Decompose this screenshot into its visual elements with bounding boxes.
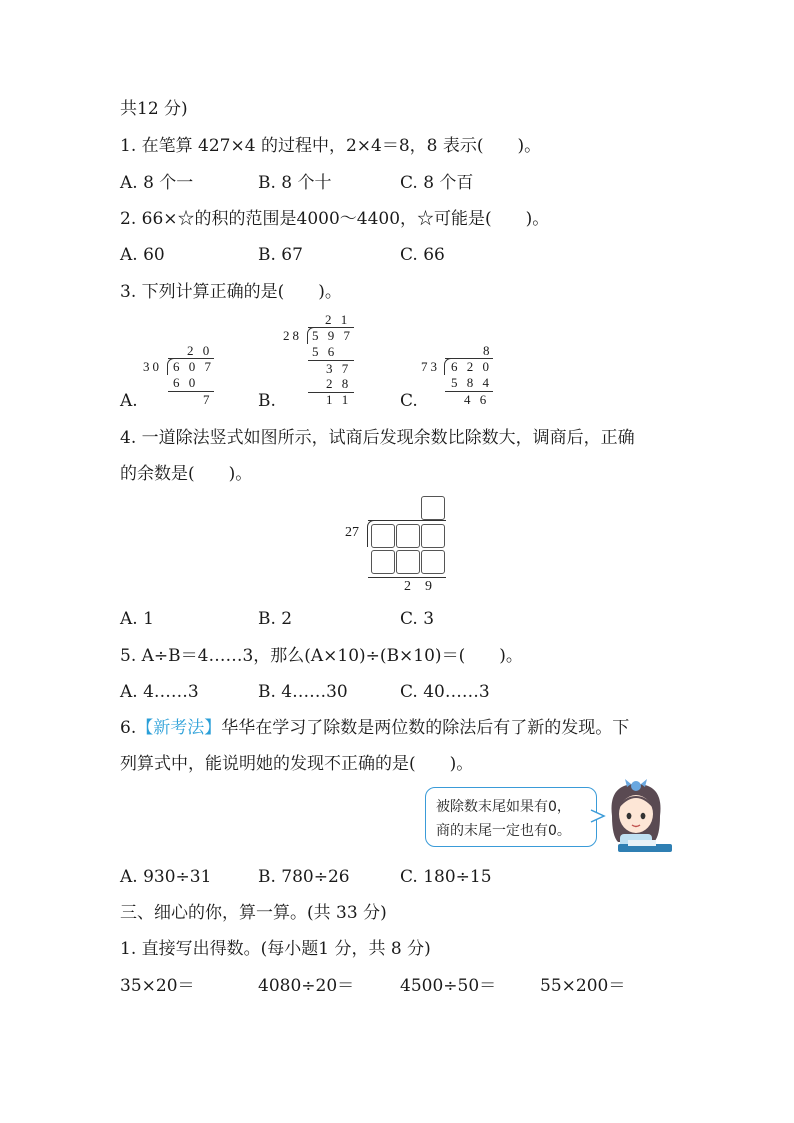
question-6-text-line1	[120, 717, 629, 739]
q3c-remainder: 4 6	[464, 392, 490, 407]
q6-option-c[interactable]: C. 180÷15	[400, 867, 492, 887]
q3c-product: 5 8 4	[451, 375, 492, 390]
q4-dividend-box-3[interactable]	[421, 524, 445, 548]
q6-new-method-tag: 【新考法】	[136, 718, 222, 738]
girl-student-icon	[598, 778, 676, 856]
calc-item-4: 55×200＝	[540, 976, 626, 996]
q4-dividend-box-2[interactable]	[396, 524, 420, 548]
section-3-title: 三、细心的你，算一算。(共 33 分)	[120, 903, 387, 923]
q1-option-a[interactable]: A. 8 个一	[120, 173, 194, 193]
q6-number: 6.	[120, 718, 137, 738]
q3a-quotient: 2 0	[187, 343, 213, 358]
q4-option-c[interactable]: C. 3	[400, 609, 435, 629]
q6-text-1: 华华在学习了除数是两位数的除法后有了新的发现。下	[221, 718, 630, 738]
q2-option-b[interactable]: B. 67	[258, 245, 303, 265]
q3b-step3: 2 8	[326, 376, 352, 391]
section-3-sub1: 1. 直接写出得数。(每小题1 分，共 8 分)	[120, 939, 431, 959]
q4-quotient-box[interactable]	[421, 496, 445, 520]
q3-option-b[interactable]: B.	[258, 391, 276, 411]
q3b-remainder: 1 1	[326, 392, 352, 407]
question-2-text: 2. 66×☆的积的范围是4000～4400，☆可能是( )。	[120, 209, 550, 229]
q5-option-c[interactable]: C. 40……3	[400, 682, 490, 702]
question-3-text: 3. 下列计算正确的是( )。	[120, 282, 342, 302]
question-1-text: 1. 在笔算 427×4 的过程中，2×4＝8，8 表示( )。	[120, 136, 542, 156]
q4-option-b[interactable]: B. 2	[258, 609, 293, 629]
q4-product-box-3[interactable]	[421, 550, 445, 574]
q3-option-a[interactable]: A.	[120, 391, 138, 411]
q1-option-c[interactable]: C. 8 个百	[400, 173, 474, 193]
q3b-quotient: 2 1	[325, 312, 351, 327]
q3b-divisor: 28	[283, 328, 302, 343]
bubble-text-line2: 商的末尾一定也有0。	[436, 823, 571, 839]
q3b-step1: 5 6	[312, 344, 338, 359]
q5-option-b[interactable]: B. 4……30	[258, 682, 348, 702]
q4-option-a[interactable]: A. 1	[120, 609, 154, 629]
bubble-text-line1: 被除数末尾如果有0，	[436, 799, 571, 815]
q6-option-b[interactable]: B. 780÷26	[258, 867, 350, 887]
q4-bottom-line	[368, 577, 446, 578]
question-4-text-line2: 的余数是( )。	[120, 464, 253, 484]
q1-option-b[interactable]: B. 8 个十	[258, 173, 332, 193]
q3a-product: 6 0	[173, 375, 199, 390]
calc-item-1: 35×20＝	[120, 976, 195, 996]
q3-option-c[interactable]: C.	[400, 391, 418, 411]
q3a-remainder: 7	[203, 392, 213, 407]
q4-remainder: 2 9	[404, 579, 432, 594]
q4-divisor: 27	[345, 525, 359, 540]
question-4-text-line1: 4. 一道除法竖式如图所示，试商后发现余数比除数大，调商后，正确	[120, 428, 635, 448]
calc-item-2: 4080÷20＝	[258, 976, 355, 996]
q3c-divisor: 73	[421, 359, 440, 374]
q3a-dividend: 6 0 7	[173, 359, 214, 374]
q3b-dividend: 5 9 7	[312, 328, 353, 343]
q4-product-box-2[interactable]	[396, 550, 420, 574]
q4-top-line	[368, 520, 446, 521]
calc-item-3: 4500÷50＝	[400, 976, 497, 996]
section-header-tail: 共12 分)	[120, 99, 188, 119]
q5-option-a[interactable]: A. 4……3	[120, 682, 199, 702]
q6-option-a[interactable]: A. 930÷31	[120, 867, 212, 887]
q3b-step2: 3 7	[326, 361, 352, 376]
q2-option-a[interactable]: A. 60	[120, 245, 165, 265]
q4-product-box-1[interactable]	[371, 550, 395, 574]
q3c-quotient: 8	[483, 343, 493, 358]
q3c-dividend: 6 2 0	[451, 359, 492, 374]
question-5-text: 5. A÷B＝4……3，那么(A×10)÷(B×10)＝( )。	[120, 646, 523, 666]
q3a-divisor: 30	[143, 359, 162, 374]
question-6-text-line2: 列算式中，能说明她的发现不正确的是( )。	[120, 754, 474, 774]
q2-option-c[interactable]: C. 66	[400, 245, 445, 265]
q4-dividend-box-1[interactable]	[371, 524, 395, 548]
